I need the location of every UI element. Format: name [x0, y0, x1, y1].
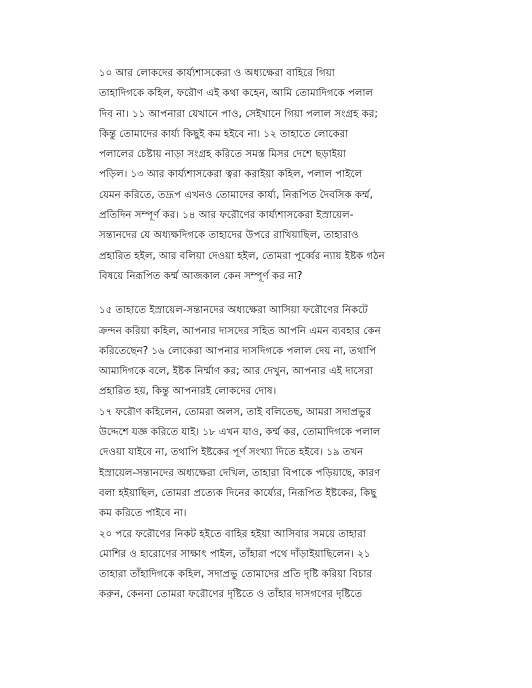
text-line: করুন, কেননা তোমরা ফরৌণের দৃষ্টিতে ও তাঁহার দাসগণের দৃষ্টিতে [99, 589, 363, 601]
text-line: কিন্তু তোমাদের কার্য্য কিছুই কম হইবে না। ১২ তাহাতে লোকেরা [99, 128, 349, 140]
text-line: মোশির ও হারোণের সাক্ষাৎ পাইল, তাঁহারা পথে দাঁড়াইয়াছিলেন। ২১ [99, 548, 371, 560]
text-line: প্রহারিত হইল, আর বলিয়া দেওয়া হইল, তোমরা পূর্ব্বের ন্যায় ইষ্টক গঠন [99, 250, 385, 262]
text-line: তাহারা তাঁহাদিগকে কহিল, সদাপ্রভু তোমাদের প্রতি দৃষ্টি করিয়া বিচার [99, 569, 373, 581]
text-line: বিষয়ে নিরূপিত কর্ম্ম আজকাল কেন সম্পূর্ণ কর না? [99, 270, 303, 282]
text-line: ১৫ তাহাতে ইস্রায়েল-সন্তানদের অধ্যক্ষেরা আসিয়া ফরৌণের নিকটে [99, 305, 368, 317]
text-line: বলা হইয়াছিল, তোমরা প্রত্যেক দিনের কার্য্যের, নিরূপিত ইষ্টকের, কিছু [99, 487, 377, 499]
text-line: উদ্দেশে যজ্ঞ করিতে যাই। ১৮ এখন যাও, কর্ম্ম কর, তোমাদিগকে পলাল [99, 427, 381, 439]
text-line: দেওয়া যাইবে না, তথাপি ইষ্টকের পূর্ণ সংখ্যা দিতে হইবে। ১৯ তখন [99, 447, 364, 459]
scripture-text [99, 64, 479, 606]
text-line: আমাদিগকে বলে, ইষ্টক নির্ম্মাণ কর; আর দেখুন, আপনার এই দাসেরা [99, 366, 373, 378]
text-line: ২০ পরে ফরৌণের নিকট হইতে বাহির হইয়া আসিবার সময়ে তাহারা [99, 528, 366, 540]
text-line: ক্রন্দন করিয়া কহিল, আপনার দাসদের সহিত আপনি এমন ব্যবহার কেন [99, 325, 381, 337]
text-line: তাহাদিগকে কহিল, ফরৌণ এই কথা কহেন, আমি তোমাদিগকে পলাল [99, 88, 374, 100]
text-line: যেমন করিতে, তদ্রূপ এখনও তোমাদের কার্য্য, নিরূপিত দৈবসিক কর্ম্ম, [99, 189, 373, 201]
text-line: পড়িল। ১৩ আর কার্য্যশাসকেরা ত্বরা করাইয়া কহিল, পলাল পাইলে [99, 169, 363, 181]
text-line: প্রতিদিন সম্পূর্ণ কর। ১৪ আর ফরৌণের কার্য্যশাসকেরা ইস্রায়েল- [99, 210, 354, 222]
text-line: পলালের চেষ্টায় নাড়া সংগ্রহ করিতে সমস্ত মিসর দেশে ছড়াইয়া [99, 149, 346, 161]
text-line: ১৭ ফরৌণ কহিলেন, তোমরা অলস, তাই বলিতেছ, আমরা সদাপ্রভুর [99, 406, 372, 418]
text-line: ইস্রায়েল-সন্তানদের অধ্যক্ষেরা দেখিল, তাহারা বিপাকে পড়িয়াছে, কারণ [99, 467, 381, 479]
text-line: দিব না। ১১ আপনারা যেখানে পাও, সেইখানে গিয়া পলাল সংগ্রহ কর; [99, 108, 378, 120]
text-line: করিতেছেন? ১৬ লোকেরা আপনার দাসদিগকে পলাল দেয় না, তথাপি [99, 345, 377, 357]
text-line: প্রহারিত হয়, কিন্তু আপনারই লোকদের দোষ। [99, 386, 277, 398]
text-line: কম করিতে পাইবে না। [99, 508, 187, 520]
text-line: সন্তানদের যে অধ্যক্ষদিগকে তাহাদের উপরে রাখিয়াছিল, তাহারাও [99, 230, 359, 242]
text-line: ১০ আর লোকদের কার্য্যশাসকেরা ও অধ্যক্ষেরা বাহিরে গিয়া [99, 68, 335, 79]
paragraph-gap [99, 287, 479, 301]
